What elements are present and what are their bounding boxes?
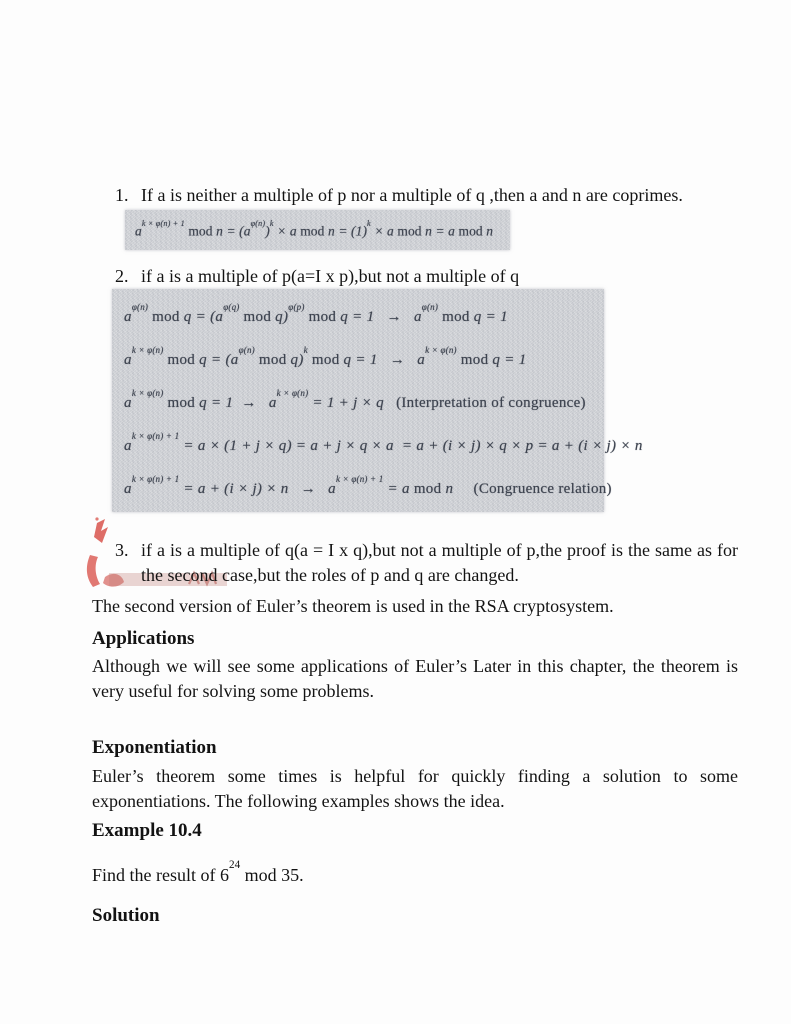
heading-solution: Solution — [92, 904, 160, 926]
formula-image-euler-v1 — [125, 210, 510, 250]
list-number-2: 2. — [115, 265, 129, 286]
paragraph-exponentiation: Euler’s theorem some times is helpful for quickly finding a solution to some exponentiations. The following examples shows the idea. — [92, 765, 738, 811]
list-item-2-text: if a is a multiple of p(a=I x p),but not a multiple of q — [141, 265, 520, 286]
list-item-1 — [92, 183, 738, 208]
paragraph-rsa-note: The second version of Euler’s theorem is used in the RSA cryptosystem. — [92, 595, 614, 616]
list-item-3 — [92, 538, 738, 588]
formula-v2-line-5: $a^{k \times \varphi(n) + 1} = a + (i \times j) \times n \to a^{k \times \varphi(n) + 1} = a$ mod n (Congruence relation) — [124, 473, 612, 497]
paragraph-example-problem: Find the result of $6^{24}$ mod 35. — [92, 858, 304, 885]
heading-exponentiation: Exponentiation — [92, 736, 217, 758]
paragraph-applications: Although we will see some applications of Euler’s Later in this chapter, the theorem is very useful for solving some problems. — [92, 655, 738, 701]
formula-v2-line-4: $a^{k \times \varphi(n) + 1} = a \times (1 + j \times q) = a + j \times q \times a = a + (i \times j) \times q \times p = a + (i \times j) \times n$ — [124, 430, 643, 454]
list-item-1-text: If a is neither a multiple of p nor a multiple of q ,then a and n are coprimes. — [141, 185, 683, 205]
formula-v2-line-2: $a^{k \times \varphi(n)}$ mod $q = (a^{\varphi(n)}$ mod q)$^k$ mod $q = 1 \to a^{k \times \varphi(n)}$ mod q = 1 — [124, 344, 527, 368]
heading-example-10-4: Example 10.4 — [92, 819, 202, 841]
list-item-2 — [92, 264, 738, 289]
heading-applications: Applications — [92, 627, 195, 649]
list-number-1: 1. — [115, 185, 129, 205]
list-number-3: 3. — [115, 539, 129, 560]
list-item-3-text: if a is a multiple of q(a = I x q),but not a multiple of p,the proof is the same as for the second case,but the roles of p and q are changed. — [141, 539, 738, 585]
formula-v2-line-1: $a^{\varphi(n)}$ mod $q = (a^{\varphi(q)}$ mod q)$^{\varphi(p)}$ mod $q = 1 \to a^{\varphi(n)}$ mod q = 1 — [124, 301, 508, 325]
formula-image-euler-v2-proof — [112, 289, 643, 512]
formula-v2-line-3: $a^{k \times \varphi(n)}$ mod $q = 1 \to a^{k \times \varphi(n)} = 1 + j \times q$ (Interpretation of congruence) — [124, 387, 586, 411]
formula-v1-line-1: $a^{k \times \varphi(n) + 1}$ mod $n = (a^{\varphi(n)})^k \times a$ mod $n = (1)^k \times a$ mod n = a mod n — [135, 218, 494, 239]
